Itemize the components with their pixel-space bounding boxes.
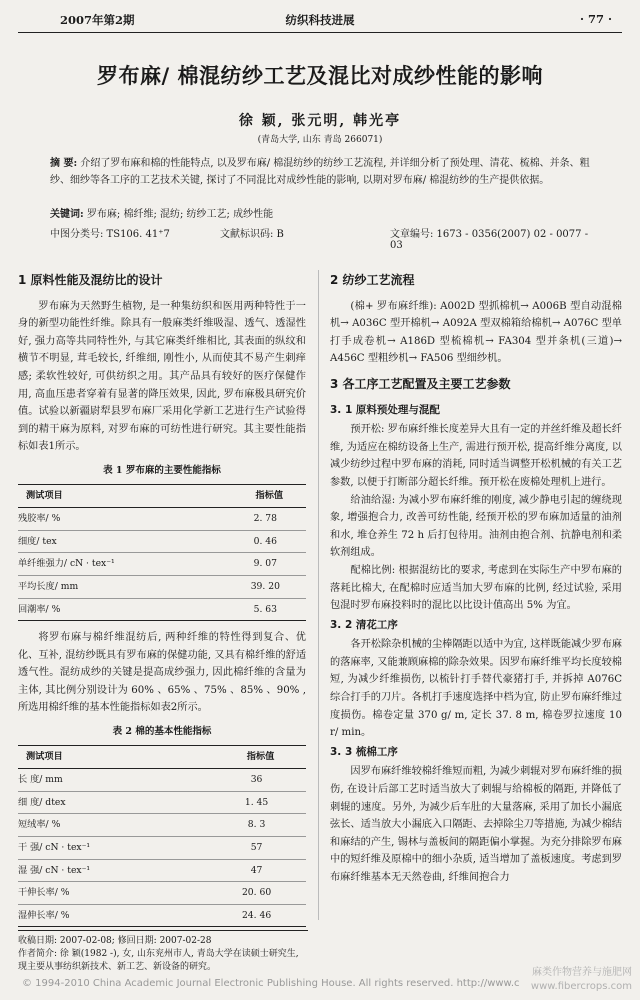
table-cell: 湿伸长率/ % [18, 904, 209, 927]
section-1-paragraph-1: 罗布麻为天然野生植物, 是一种集纺织和医用两种特性于一身的新型功能性纤维。除具有一般麻类纤维吸湿、透气、透湿性好, 强力高等共同特性外, 与其它麻类纤维相比, 其表面的纵纹和横节不明显, 茸毛较长, 纤维细, 刚性小, 从而使其不易产生刺痒感; 柔软性较好, 可供纺织之用。其产品具有较好的医疗保健作用, 高血压患者穿着有显著的降压效果, 因此, 罗布麻极具研究价值。试验以新疆尉犁县罗布麻厂采用化学新工艺进行生产试验得到的精干麻为原料, 对罗布麻的可纺性进行研究。其主要性能指标如表1所示。 [18, 300, 306, 453]
table-cell: 5. 63 [227, 598, 306, 621]
table-row [18, 508, 306, 531]
section-3-1-paragraph-2: 给油给湿: 为减小罗布麻纤维的刚度, 减少静电引起的缠绕现象, 增强抱合力, 改善可纺性能, 经预开松的罗布麻加适量的油剂和水, 堆仓养生 72 h 后打包待用。油剂由抱合剂、抗静电剂和柔软剂组成。 [330, 494, 622, 559]
table-1-header-value: 指标值 [227, 484, 306, 508]
section-3-3-paragraph: 因罗布麻纤维较棉纤维短而粗, 为减少刺辊对罗布麻纤维的损伤, 在设计后部工艺时适当放大了刺辊与给棉板的隔距, 并降低了刺辊的速度。另外, 为减少后车肚的大量落麻, 采用了加长小漏底弦长、适当放大小漏底入口隔距、去掉除尘刀等措施, 为减少棉结和麻结的产生, 锡林与盖板间的隔距偏小掌握。为充分排除罗布麻中的短纤维及原棉中的细小杂质, 适当增加了盖板速度。考虑到罗布麻纤维基本无天然卷曲, 纤维间抱合力 [330, 766, 622, 883]
table-row [18, 598, 306, 621]
watermark-line-2: www.fibercrops.com [530, 981, 632, 992]
section-3-2-paragraph: 各开松除杂机械的尘棒隔距以适中为宜, 这样既能减少罗布麻的落麻率, 又能兼顾麻棉的除杂效果。因罗布麻纤维平均长度较棉短, 为减少纤维损伤, 以梳针打手替代豪猪打手, 并拆掉 A076C 综合打手的刀片。各机打手速度选择中档为宜, 防止罗布麻纤维过度损伤。棉卷定量 370 g/ m, 定长 37. 8 m, 棉卷罗拉速度 10 r/ min。 [330, 639, 622, 739]
section-3-3-heading: 3. 3 梳棉工序 [330, 745, 398, 758]
table-row [18, 530, 306, 553]
section-3-1-paragraph-1: 预开松: 罗布麻纤维长度差异大且有一定的并丝纤维及超长纤维, 为适应在棉纺设备上生产, 需进行预开松, 提高纤维分离度, 以减少纺纱过程中罗布麻的消耗, 同时适当调整开松机械的有关工艺参数, 以便于打断部分超长纤维。预开松在废棉处理机上进行。 [330, 424, 622, 488]
authors: 徐 颖, 张元明, 韩光亭 [238, 113, 402, 129]
column-divider [318, 270, 319, 920]
section-3-heading: 3 各工序工艺配置及主要工艺参数 [330, 376, 511, 391]
section-3-1-heading: 3. 1 原料预处理与混配 [330, 403, 440, 416]
right-column [330, 272, 622, 887]
running-header [18, 12, 622, 30]
table-cell: 9. 07 [227, 553, 306, 576]
table-cell: 干伸长率/ % [18, 882, 209, 905]
table-row [18, 769, 306, 792]
table-row [18, 575, 306, 598]
table-cell: 2. 78 [227, 508, 306, 531]
section-2-paragraph: (棉+ 罗布麻纤维): A002D 型抓棉机→ A006B 型自动混棉机→ A036C 型开棉机→ A092A 型双棉箱给棉机→ A076C 型单打手成卷机→ A186D 型梳棉机→ FA304 型并条机(三道)→ A456C 型粗纱机→ FA506 型细纱机。 [330, 300, 622, 365]
table-cell: 长 度/ mm [18, 769, 209, 792]
table-cell: 细 度/ dtex [18, 791, 209, 814]
table-cell: 47 [209, 859, 306, 882]
clc-number: 中图分类号: TS106. 41⁺7 [50, 229, 170, 240]
watermark [531, 966, 632, 994]
keywords-text: 罗布麻; 棉纤维; 混纺; 纺纱工艺; 成纱性能 [86, 209, 274, 220]
table-row [18, 791, 306, 814]
author-bio: 作者简介: 徐 颖(1982 -), 女, 山东兖州市人, 青岛大学在读硕士研究生, 现主要从事纺织新技术、新工艺、新设备的研究。 [18, 949, 299, 972]
table-cell: 20. 60 [209, 882, 306, 905]
abstract [50, 155, 600, 189]
footnote [18, 930, 308, 974]
table-cell: 短绒率/ % [18, 814, 209, 837]
section-2-heading: 2 纺纱工艺流程 [330, 273, 415, 287]
table-cell: 39. 20 [227, 575, 306, 598]
table-row [18, 814, 306, 837]
journal-name: 纺织科技进展 [285, 13, 355, 27]
section-3-1-paragraph-3: 配棉比例: 根据混纺比的要求, 考虑到在实际生产中罗布麻的落耗比棉大, 在配棉时应适当加大罗布麻的比例, 经过试验, 采用包混时罗布麻投料时的混比以比设计值高出 5% 为宜。 [330, 564, 622, 612]
article-number: 文章编号: 1673 - 0356(2007) 02 - 0077 - 03 [390, 229, 589, 251]
table-cell: 湿 强/ cN · tex⁻¹ [18, 859, 209, 882]
issue-label: 2007年第2期 [60, 13, 135, 27]
table-cell: 0. 46 [227, 530, 306, 553]
table-cell: 细度/ tex [18, 530, 227, 553]
table-cell: 24. 46 [209, 904, 306, 927]
table-cell: 单纤维强力/ cN · tex⁻¹ [18, 553, 227, 576]
left-column [18, 272, 306, 927]
received-date: 收稿日期: 2007-02-08; 修回日期: 2007-02-28 [18, 936, 212, 946]
table-cell: 残胶率/ % [18, 508, 227, 531]
table-cell: 回潮率/ % [18, 598, 227, 621]
table-2-header-value: 指标值 [209, 745, 306, 769]
table-row [18, 837, 306, 860]
table-2-caption: 表 2 棉的基本性能指标 [112, 726, 212, 738]
table-1 [18, 484, 306, 622]
table-row [18, 904, 306, 927]
section-3-2-heading: 3. 2 清花工序 [330, 618, 398, 631]
table-row [18, 882, 306, 905]
document-code: 文献标识码: B [220, 229, 284, 240]
section-1-paragraph-2: 将罗布麻与棉纤维混纺后, 两种纤维的特性得到复合、优化、互补, 混纺纱既具有罗布麻的保健功能, 又具有棉纤维的舒适透气性。混纺成纱的关键是提高成纱强力, 因此棉纤维的含量为主体, 其比例分别设计为 60% 、65% 、75% 、85% 、90% , 所选用棉纤维的基本性能指标如表2所示。 [18, 632, 307, 714]
abstract-text: 介绍了罗布麻和棉的性能特点, 以及罗布麻/ 棉混纺纱的纺纱工艺流程, 并详细分析了预处理、清花、梳棉、并条、粗纱、细纱等各工序的工艺技术关键, 探讨了不同混比对成纱性能的影响, 以期对罗布麻/ 棉混纺纱的生产提供依据。 [50, 158, 590, 186]
section-1-heading: 1 原料性能及混纺比的设计 [18, 273, 163, 287]
table-2-header-item: 测试项目 [18, 745, 209, 769]
table-1-header-item: 测试项目 [18, 484, 227, 508]
table-cell: 8. 3 [209, 814, 306, 837]
paper-title: 罗布麻/ 棉混纺纱工艺及混比对成纱性能的影响 [97, 64, 543, 88]
keywords [50, 205, 600, 220]
table-cell: 1. 45 [209, 791, 306, 814]
page-number: · 77 · [579, 12, 612, 26]
table-row [18, 859, 306, 882]
copyright-line: © 1994-2010 China Academic Journal Electronic Publishing House. All rights reserved. http://www.c [22, 978, 520, 989]
affiliation: (青岛大学, 山东 青岛 266071) [257, 135, 383, 145]
watermark-line-1: 麻类作物营养与施肥网 [532, 967, 632, 978]
table-cell: 36 [209, 769, 306, 792]
table-2 [18, 745, 306, 928]
table-cell: 57 [209, 837, 306, 860]
table-cell: 平均长度/ mm [18, 575, 227, 598]
table-cell: 干 强/ cN · tex⁻¹ [18, 837, 209, 860]
abstract-label: 摘 要: [50, 158, 78, 169]
keywords-label: 关键词: [50, 209, 84, 220]
table-1-caption: 表 1 罗布麻的主要性能指标 [103, 464, 221, 476]
header-rule [18, 32, 622, 33]
table-row [18, 553, 306, 576]
